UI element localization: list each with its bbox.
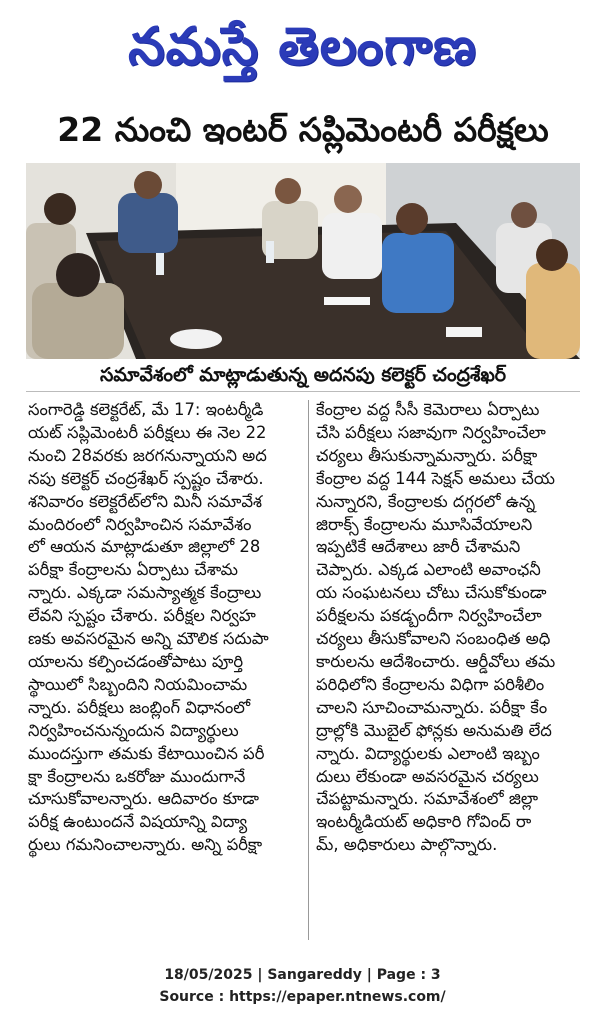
newspaper-masthead [0, 0, 605, 96]
article-body-right-column: కేంద్రాల వద్ద సీసీ కెమెరాలు ఏర్పాటు చేసి పరీక్షలు సజావుగా నిర్వహించేలా చర్యలు తీసుకున్నామన్నారు. పరీక్షా కేంద్రాల వద్ద 144 సెక్షన్ అమలు చేయ నున్నారని, కేంద్రాలకు దగ్గరలో ఉన్న జిరాక్స్ కేంద్రాలను మూసివేయాలని ఇప్పటికే ఆదేశాలు జారీ చేశామని చెప్పారు. ఎక్కడ ఎలాంటి అవాంఛనీ య సంఘటనలు చోటు చేసుకోకుండా పరీక్షలను పకడ్బందీగా నిర్వహించేలా చర్యలు తీసుకోవాలని సంబంధిత అధి కారులను ఆదేశించారు. ఆర్డీవోలు తమ పరిధిలోని కేంద్రాలను విధిగా పరిశీలిం చాలని సూచించామన్నారు. పరీక్షా కేం ద్రాల్లోకి మొబైల్ ఫోన్లకు అనుమతి లేద న్నారు. విద్యార్థులకు ఎలాంటి ఇబ్బం దులు లేకుండా అవసరమైన చర్యలు చేపట్టామన్నారు. సమావేశంలో జిల్లా ఇంటర్మీడియట్ అధికారి గోవింద్ రా మ్, అధికారులు పాల్గొన్నారు. [316, 400, 556, 855]
article-body-left-column: సంగారెడ్డి కలెక్టరేట్, మే 17: ఇంటర్మీడి యట్ సప్లిమెంటరీ పరీక్షలు ఈ నెల 22 నుంచి 28వరకు జరగనున్నాయని అద నపు కలెక్టర్ చంద్రశేఖర్ స్పష్టం చేశారు. శనివారం కలెక్టరేట్‌లోని మినీ సమావేశ మందిరంలో నిర్వహించిన సమావేశం లో ఆయన మాట్లాడుతూ జిల్లాలో 28 పరీక్షా కేంద్రాలను ఏర్పాటు చేశామ న్నారు. ఎక్కడా సమస్యాత్మక కేంద్రాలు లేవని స్పష్టం చేశారు. పరీక్షల నిర్వహ ణకు అవసరమైన అన్ని మౌలిక సదుపా యాలను కల్పించడంతోపాటు పూర్తి స్థాయిలో సిబ్బందిని నియమించామ న్నారు. పరీక్షలు జంబ్లింగ్ విధానంలో నిర్వహించనున్నందున విద్యార్థులు ముందస్తుగా తమకు కేటాయించిన పరీ క్షా కేంద్రాలను ఒకరోజు ముందుగానే చూసుకోవాలన్నారు. ఆదివారం కూడా పరీక్ష ఉంటుందనే విషయాన్ని విద్యా ర్థులు గమనించాలన్నారు. అన్ని పరీక్షా [28, 400, 269, 855]
meeting-photo [26, 163, 580, 359]
masthead-logo-text: నమస్తే తెలంగాణ [128, 17, 477, 77]
photo-caption: సమావేశంలో మాట్లాడుతున్న అదనపు కలెక్టర్ చంద్రశేఖర్ [26, 359, 580, 392]
column-divider [308, 400, 309, 940]
footer-date-edition: 18/05/2025 | Sangareddy | Page : 3 [164, 967, 441, 983]
article-headline: 22 నుంచి ఇంటర్ సప్లిమెంటరీ పరీక్షలు [57, 110, 549, 149]
page-footer [0, 964, 605, 1008]
footer-source-link: Source : https://epaper.ntnews.com/ [159, 989, 446, 1005]
meeting-photo-illustration [26, 163, 580, 359]
